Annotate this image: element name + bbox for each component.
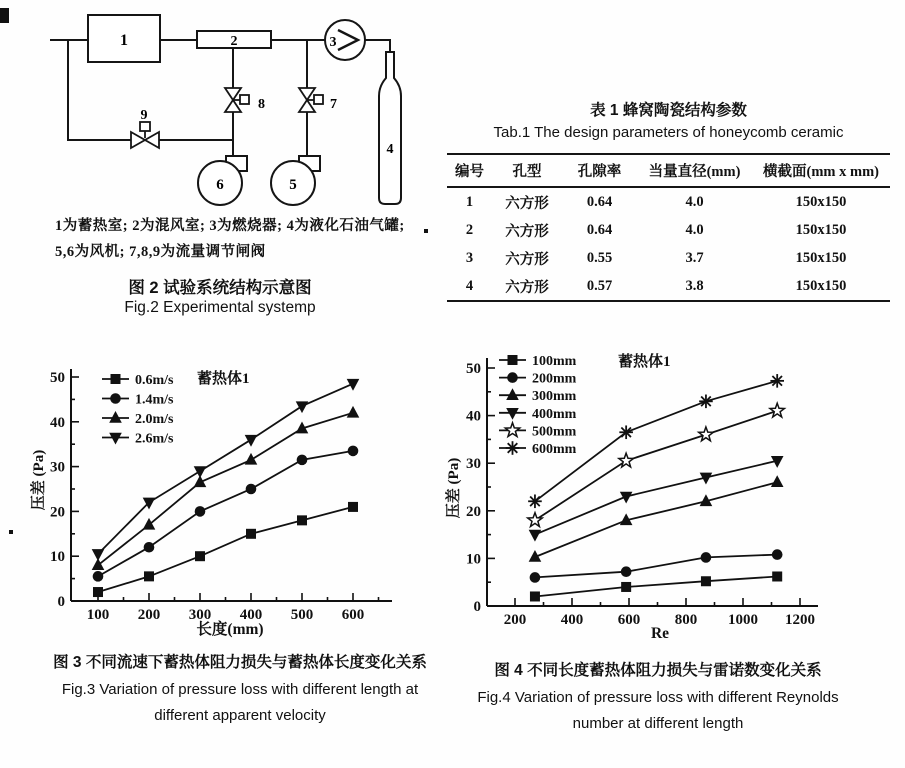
x-axis-label: Re [650, 625, 670, 642]
axes [71, 369, 392, 601]
gas-cylinder [379, 52, 401, 204]
data-point-square [297, 515, 307, 525]
y-tick-label: 40 [466, 408, 481, 425]
component-label-4: 4 [386, 142, 394, 157]
series-300mm [529, 475, 784, 562]
x-tick-label: 400 [239, 607, 263, 623]
y-tick-label: 30 [466, 456, 481, 473]
legend-item [102, 432, 174, 447]
x-tick-label: 1000 [728, 612, 758, 628]
x-tick-label: 600 [617, 612, 641, 628]
data-point-triangle-down [92, 549, 105, 561]
legend-label: 2.6m/s [135, 431, 174, 447]
cell: 4.0 [685, 221, 704, 238]
component-label-5: 5 [289, 177, 297, 193]
scan-artifact [9, 530, 13, 534]
cell: 0.57 [562, 272, 637, 301]
table-row [447, 187, 890, 216]
figure3-caption-en2: different apparent velocity [154, 707, 326, 724]
pipe-3-4 [365, 40, 390, 52]
data-point-circle [621, 566, 632, 577]
x-tick-label: 200 [503, 612, 527, 628]
col-header: 孔型 [492, 154, 562, 187]
data-point-asterisk [506, 441, 520, 455]
legend [499, 354, 577, 457]
series-2.6m/s [92, 379, 360, 561]
series-line [98, 451, 353, 577]
series-200mm [530, 549, 783, 582]
scan-artifact [424, 229, 428, 233]
col-header: 编号 [447, 154, 492, 187]
data-point-square [195, 551, 205, 561]
component-label-6: 6 [216, 177, 224, 193]
data-point-triangle-up [109, 411, 122, 423]
legend-label: 400mm [532, 406, 577, 422]
figure4-caption-zh: 图 4 不同长度蓄热体阻力损失与雷诺数变化关系 [494, 662, 822, 679]
x-tick-label: 500 [290, 607, 314, 623]
chart-annotation: 蓄热体1 [197, 371, 250, 387]
data-point-star [770, 403, 784, 417]
data-point-circle [530, 572, 541, 583]
series-line [98, 384, 353, 554]
data-point-circle [246, 484, 257, 495]
legend-item [499, 354, 577, 369]
data-point-circle [701, 552, 712, 563]
data-point-circle [507, 372, 518, 383]
data-point-star [699, 427, 714, 441]
data-point-asterisk [699, 395, 713, 409]
y-tick-label: 0 [473, 599, 481, 615]
component-label-9: 9 [140, 108, 148, 123]
cell: 3.8 [637, 272, 752, 301]
y-tick-label: 30 [50, 459, 65, 476]
table-row [447, 272, 890, 301]
data-point-triangle-up [347, 406, 360, 418]
series-line [535, 555, 777, 578]
data-point-square [144, 571, 154, 581]
figure2-diagram [0, 0, 440, 210]
cell: 2 [465, 221, 474, 238]
data-point-square [111, 374, 121, 384]
x-tick-label: 1200 [785, 612, 815, 628]
fan-6 [198, 156, 247, 205]
ticks [71, 377, 379, 601]
y-tick-label: 10 [50, 549, 65, 566]
legend-item [102, 373, 174, 388]
y-tick-label: 10 [466, 551, 481, 568]
legend-item [102, 411, 174, 427]
cell: 六方形 [505, 195, 549, 212]
data-point-circle [110, 393, 121, 404]
cell: 150x150 [752, 272, 890, 301]
legend-item [499, 407, 577, 422]
data-point-triangle-down [194, 466, 207, 478]
data-point-triangle-up [143, 518, 156, 530]
series-line [98, 507, 353, 592]
valve-7 [299, 88, 323, 112]
table-row [447, 244, 890, 272]
cell: 0.64 [586, 193, 613, 210]
series-0.6m/s [93, 502, 358, 597]
data-point-circle [772, 549, 783, 560]
data-point-triangle-down [506, 408, 519, 420]
y-tick-label: 50 [466, 361, 481, 377]
figure4-caption [448, 658, 868, 732]
table-row [447, 216, 890, 244]
figure2-legend-line1: 1为蓄热室; 2为混风室; 3为燃烧器; 4为液化石油气罐; [55, 218, 405, 234]
data-point-square [246, 529, 256, 539]
data-point-triangle-up [771, 475, 784, 487]
data-point-triangle-down [245, 435, 258, 447]
col-header: 孔隙率 [562, 154, 637, 187]
legend [102, 373, 174, 447]
data-point-circle [348, 446, 359, 457]
cell: 六方形 [492, 272, 562, 301]
legend-label: 300mm [532, 389, 577, 405]
legend-label: 500mm [532, 424, 577, 440]
legend-item [499, 372, 577, 387]
legend-item [499, 388, 577, 404]
data-point-triangle-down [109, 433, 122, 445]
data-point-star [505, 423, 519, 437]
data-point-asterisk [619, 425, 633, 439]
chart-annotation: 蓄热体1 [618, 354, 671, 370]
col-header: 横截面(mm x mm) [752, 154, 890, 187]
y-tick-label: 20 [50, 504, 65, 521]
data-point-square [348, 502, 358, 512]
component-label-2: 2 [230, 34, 238, 49]
x-tick-label: 200 [137, 607, 161, 623]
x-tick-label: 600 [341, 607, 365, 623]
x-tick-label: 400 [560, 612, 584, 628]
data-point-circle [93, 571, 104, 582]
figure2-title-en: Fig.2 Experimental systemp [124, 299, 316, 316]
table1 [447, 153, 890, 302]
y-axis-label: 压差 (Pa) [446, 457, 462, 519]
cell: 1 [465, 193, 474, 210]
data-point-triangle-down [296, 401, 309, 413]
data-point-asterisk [528, 494, 542, 508]
legend-label: 600mm [532, 442, 577, 457]
data-point-triangle-up [506, 388, 519, 400]
x-tick-label: 800 [674, 612, 698, 628]
cell: 0.64 [586, 221, 613, 238]
figure4-chart [438, 340, 890, 652]
data-point-star [528, 513, 543, 527]
figure3-caption [20, 650, 460, 724]
figure3-chart [30, 345, 455, 645]
tick-labels [50, 370, 364, 623]
component-label-3: 3 [329, 35, 337, 50]
y-axis-label: 压差 (Pa) [31, 449, 47, 511]
x-tick-label: 300 [188, 607, 212, 623]
data-point-triangle-up [245, 453, 258, 465]
legend-item [102, 393, 174, 408]
y-tick-label: 0 [57, 594, 65, 610]
cell: 150x150 [795, 249, 847, 266]
data-point-square [93, 587, 103, 597]
data-point-square [772, 571, 782, 581]
series-line [535, 461, 777, 535]
x-axis-label: 长度(mm) [196, 621, 264, 638]
y-tick-label: 20 [466, 503, 481, 520]
figure3-caption-zh: 图 3 不同流速下蓄热体阻力损失与蓄热体长度变化关系 [53, 654, 427, 671]
fan-5 [271, 156, 320, 205]
legend-label: 2.0m/s [135, 412, 174, 427]
cell: 六方形 [505, 251, 549, 268]
component-label-1: 1 [120, 32, 128, 49]
data-point-circle [195, 506, 206, 517]
legend-label: 200mm [532, 371, 577, 387]
cell: 150x150 [795, 193, 847, 210]
y-tick-label: 50 [50, 370, 65, 386]
cell: 4.0 [685, 193, 704, 210]
data-point-circle [297, 455, 308, 466]
y-tick-label: 40 [50, 414, 65, 431]
cell: 3 [465, 249, 474, 266]
table-header-row [447, 154, 890, 187]
tick-labels [466, 361, 815, 628]
legend-label: 0.6m/s [135, 373, 174, 388]
data-point-square [621, 582, 631, 592]
component-label-7: 7 [330, 97, 337, 112]
table1-title-zh: 表 1 蜂窝陶瓷结构参数 [590, 102, 747, 119]
figure2-legend-line2: 5,6为风机; 7,8,9为流量调节闸阀 [55, 244, 266, 260]
series-1.4m/s [93, 446, 359, 582]
x-tick-label: 100 [86, 607, 110, 623]
legend-label: 100mm [532, 354, 577, 369]
legend-item [499, 441, 577, 457]
cell: 3.7 [685, 249, 704, 266]
series-line [535, 577, 777, 597]
data-point-square [508, 355, 518, 365]
cell: 0.55 [586, 249, 613, 266]
figure4-caption-en1: Fig.4 Variation of pressure loss with different Reynolds [477, 689, 839, 706]
figure3-caption-en1: Fig.3 Variation of pressure loss with different length at [61, 681, 419, 698]
legend-label: 1.4m/s [135, 392, 174, 408]
data-point-circle [144, 542, 155, 553]
data-point-square [701, 576, 711, 586]
valve-9 [131, 122, 159, 148]
data-point-triangle-down [529, 530, 542, 542]
data-point-asterisk [770, 374, 784, 388]
cell: 150x150 [795, 221, 847, 238]
figure2-title-zh: 图 2 试验系统结构示意图 [128, 279, 312, 297]
component-label-8: 8 [258, 97, 265, 112]
data-point-square [530, 591, 540, 601]
cell: 4 [447, 272, 492, 301]
col-header: 当量直径(mm) [637, 154, 752, 187]
table1-title-en: Tab.1 The design parameters of honeycomb ceramic [493, 124, 844, 141]
legend-item [499, 423, 577, 440]
figure4-caption-en2: number at different length [572, 715, 744, 732]
valve-8 [225, 88, 249, 112]
cell: 六方形 [505, 223, 549, 240]
